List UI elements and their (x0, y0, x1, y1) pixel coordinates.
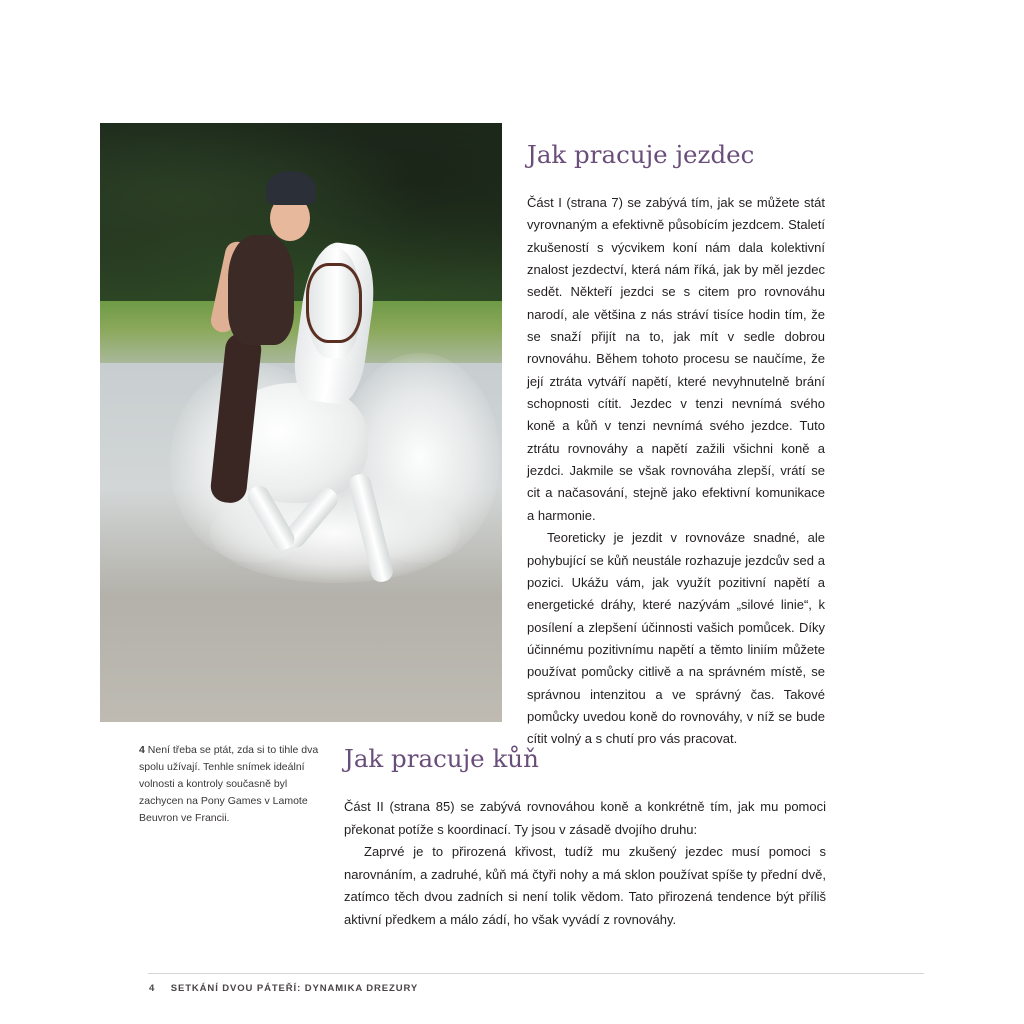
section-body-rider (527, 192, 825, 751)
section-heading-horse: Jak pracuje kůň (344, 744, 539, 773)
footer-divider (148, 973, 924, 974)
photo-rider-helmet (266, 171, 316, 205)
photo-rider-torso (228, 235, 294, 345)
horse-rider-photo (100, 123, 502, 722)
caption-figure-number: 4 (139, 744, 145, 756)
photo-bridle (306, 263, 362, 343)
section-heading-rider: Jak pracuje jezdec (527, 140, 755, 169)
paragraph: Teoreticky je jezdit v rovnováze snadné, ale pohybující se kůň neustále rozhazuje jezdcův sed a pozici. Ukážu vám, jak využít pozitivní napětí a energetické dráhy, které nazývám „silové linie“, k posílení a zlepšení účinnosti vašich pomůcek. Díky účinnému pozitivnímu napětí a těmto liniím můžete používat pomůcky citlivě a na správném místě, se správnou intenzitou a ve správný čas. Takové pomůcky uvedou koně do rovnováhy, v níž se bude cítit volný a s chutí pro vás pracovat. (527, 530, 825, 747)
paragraph: Část II (strana 85) se zabývá rovnováhou koně a konkrétně tím, jak mu pomoci překonat potíže s koordinací. Ty jsou v zásadě dvojího druhu: (344, 799, 826, 837)
caption-text: Není třeba se ptát, zda si to tihle dva spolu užívají. Tenhle snímek ideální volnosti a kontroly současně byl zachycen na Pony Games v Lamote Beuvron ve Francii. (139, 744, 319, 824)
page-number: 4 (149, 983, 156, 994)
paragraph: Část I (strana 7) se zabývá tím, jak se můžete stát vyrovnaným a efektivně působícím jezdcem. Staletí zkušeností s výcvikem koní nám dala kolektivní znalost jezdectví, která nám říká, jak by měl jezdec sedět. Někteří jezdci se s citem pro rovnováhu narodí, ale většina z nás stráví tisíce hodin tím, že se snaží přijít na to, jak mít v sedle dobrou rovnováhu. Během tohoto procesu se naučíme, že její ztráta vytváří napětí, které nevyhnutelně brání schopnosti cítit. Jezdec v tenzi nevnímá svého koně a kůň v tenzi nevnímá svého jezdce. Tuto ztrátu rovnováhy a napětí zažili všichni koně a jezdci. Jakmile se však rovnováha zlepší, vrátí se cit a načasování, stejně jako efektivní komunikace a harmonie. (527, 195, 825, 523)
running-title: SETKÁNÍ DVOU PÁTEŘÍ: DYNAMIKA DREZURY (170, 983, 419, 994)
photo-caption (139, 742, 319, 827)
section-body-horse (344, 796, 826, 931)
page-footer (149, 983, 418, 994)
paragraph: Zaprvé je to přirozená křivost, tudíž mu zkušený jezdec musí pomoci s narovnáním, a zadruhé, kůň má čtyři nohy a má sklon používat spíše ty přední dvě, zatímco těch dvou zadních si není tolik vědom. Tato přirozená tendence být příliš aktivní předkem a málo zádí, ho však vyvádí z rovnováhy. (344, 844, 826, 927)
